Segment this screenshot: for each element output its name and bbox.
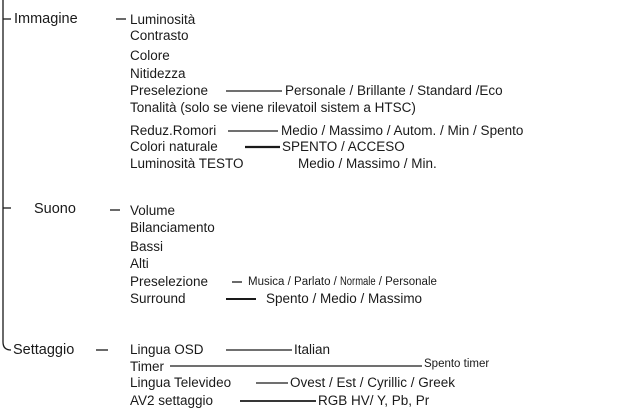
item-timer: Timer <box>130 359 164 374</box>
category-suono: Suono <box>34 201 76 217</box>
item-bassi: Bassi <box>130 239 164 254</box>
item-colori-naturale: Colori naturale <box>130 139 218 154</box>
category-immagine: Immagine <box>14 11 78 27</box>
value-lingua-televideo: Ovest / Est / Cyrillic / Greek <box>290 375 456 390</box>
value-preselezione-immagine: Personale / Brillante / Standard /Eco <box>285 83 503 98</box>
item-volume: Volume <box>130 203 176 218</box>
value-preselezione-suono: Musica / Parlato / Normale / Personale <box>248 276 437 288</box>
value-av2-settaggio: RGB HV/ Y, Pb, Pr <box>318 393 430 408</box>
value-luminosita-testo: Medio / Massimo / Min. <box>298 156 437 171</box>
item-preselezione-suono: Preselezione <box>130 274 209 289</box>
item-preselezione-immagine: Preselezione <box>130 83 209 98</box>
item-lingua-osd: Lingua OSD <box>130 342 204 357</box>
option-normale: Normale <box>340 276 376 288</box>
item-reduz-romori: Reduz.Romori <box>130 123 217 138</box>
item-lingua-televideo: Lingua Televideo <box>130 375 232 390</box>
value-reduz-romori: Medio / Massimo / Autom. / Min / Spento <box>281 123 524 138</box>
item-tonalita: Tonalità (solo se viene rilevatoil sistem a HTSC) <box>130 100 416 115</box>
option-parlato: Parlato <box>294 276 331 288</box>
item-contrasto: Contrasto <box>130 28 189 43</box>
value-colori-naturale: SPENTO / ACCESO <box>282 139 405 154</box>
option-musica: Musica <box>248 276 285 288</box>
option-personale: Personale <box>385 276 437 288</box>
item-av2-settaggio: AV2 settaggio <box>130 393 214 408</box>
value-surround: Spento / Medio / Massimo <box>266 291 423 306</box>
item-luminosita-testo: Luminosità TESTO <box>130 156 244 171</box>
item-nitidezza: Nitidezza <box>130 66 186 81</box>
item-bilanciamento: Bilanciamento <box>130 220 215 235</box>
trunk-line <box>3 0 11 350</box>
value-lingua-osd: Italian <box>294 342 331 357</box>
category-settaggio: Settaggio <box>13 342 75 358</box>
item-surround: Surround <box>130 291 186 306</box>
item-colore: Colore <box>130 48 170 63</box>
item-luminosita: Luminosità <box>130 12 196 27</box>
item-alti: Alti <box>130 256 149 271</box>
value-timer: Spento timer <box>424 358 490 370</box>
